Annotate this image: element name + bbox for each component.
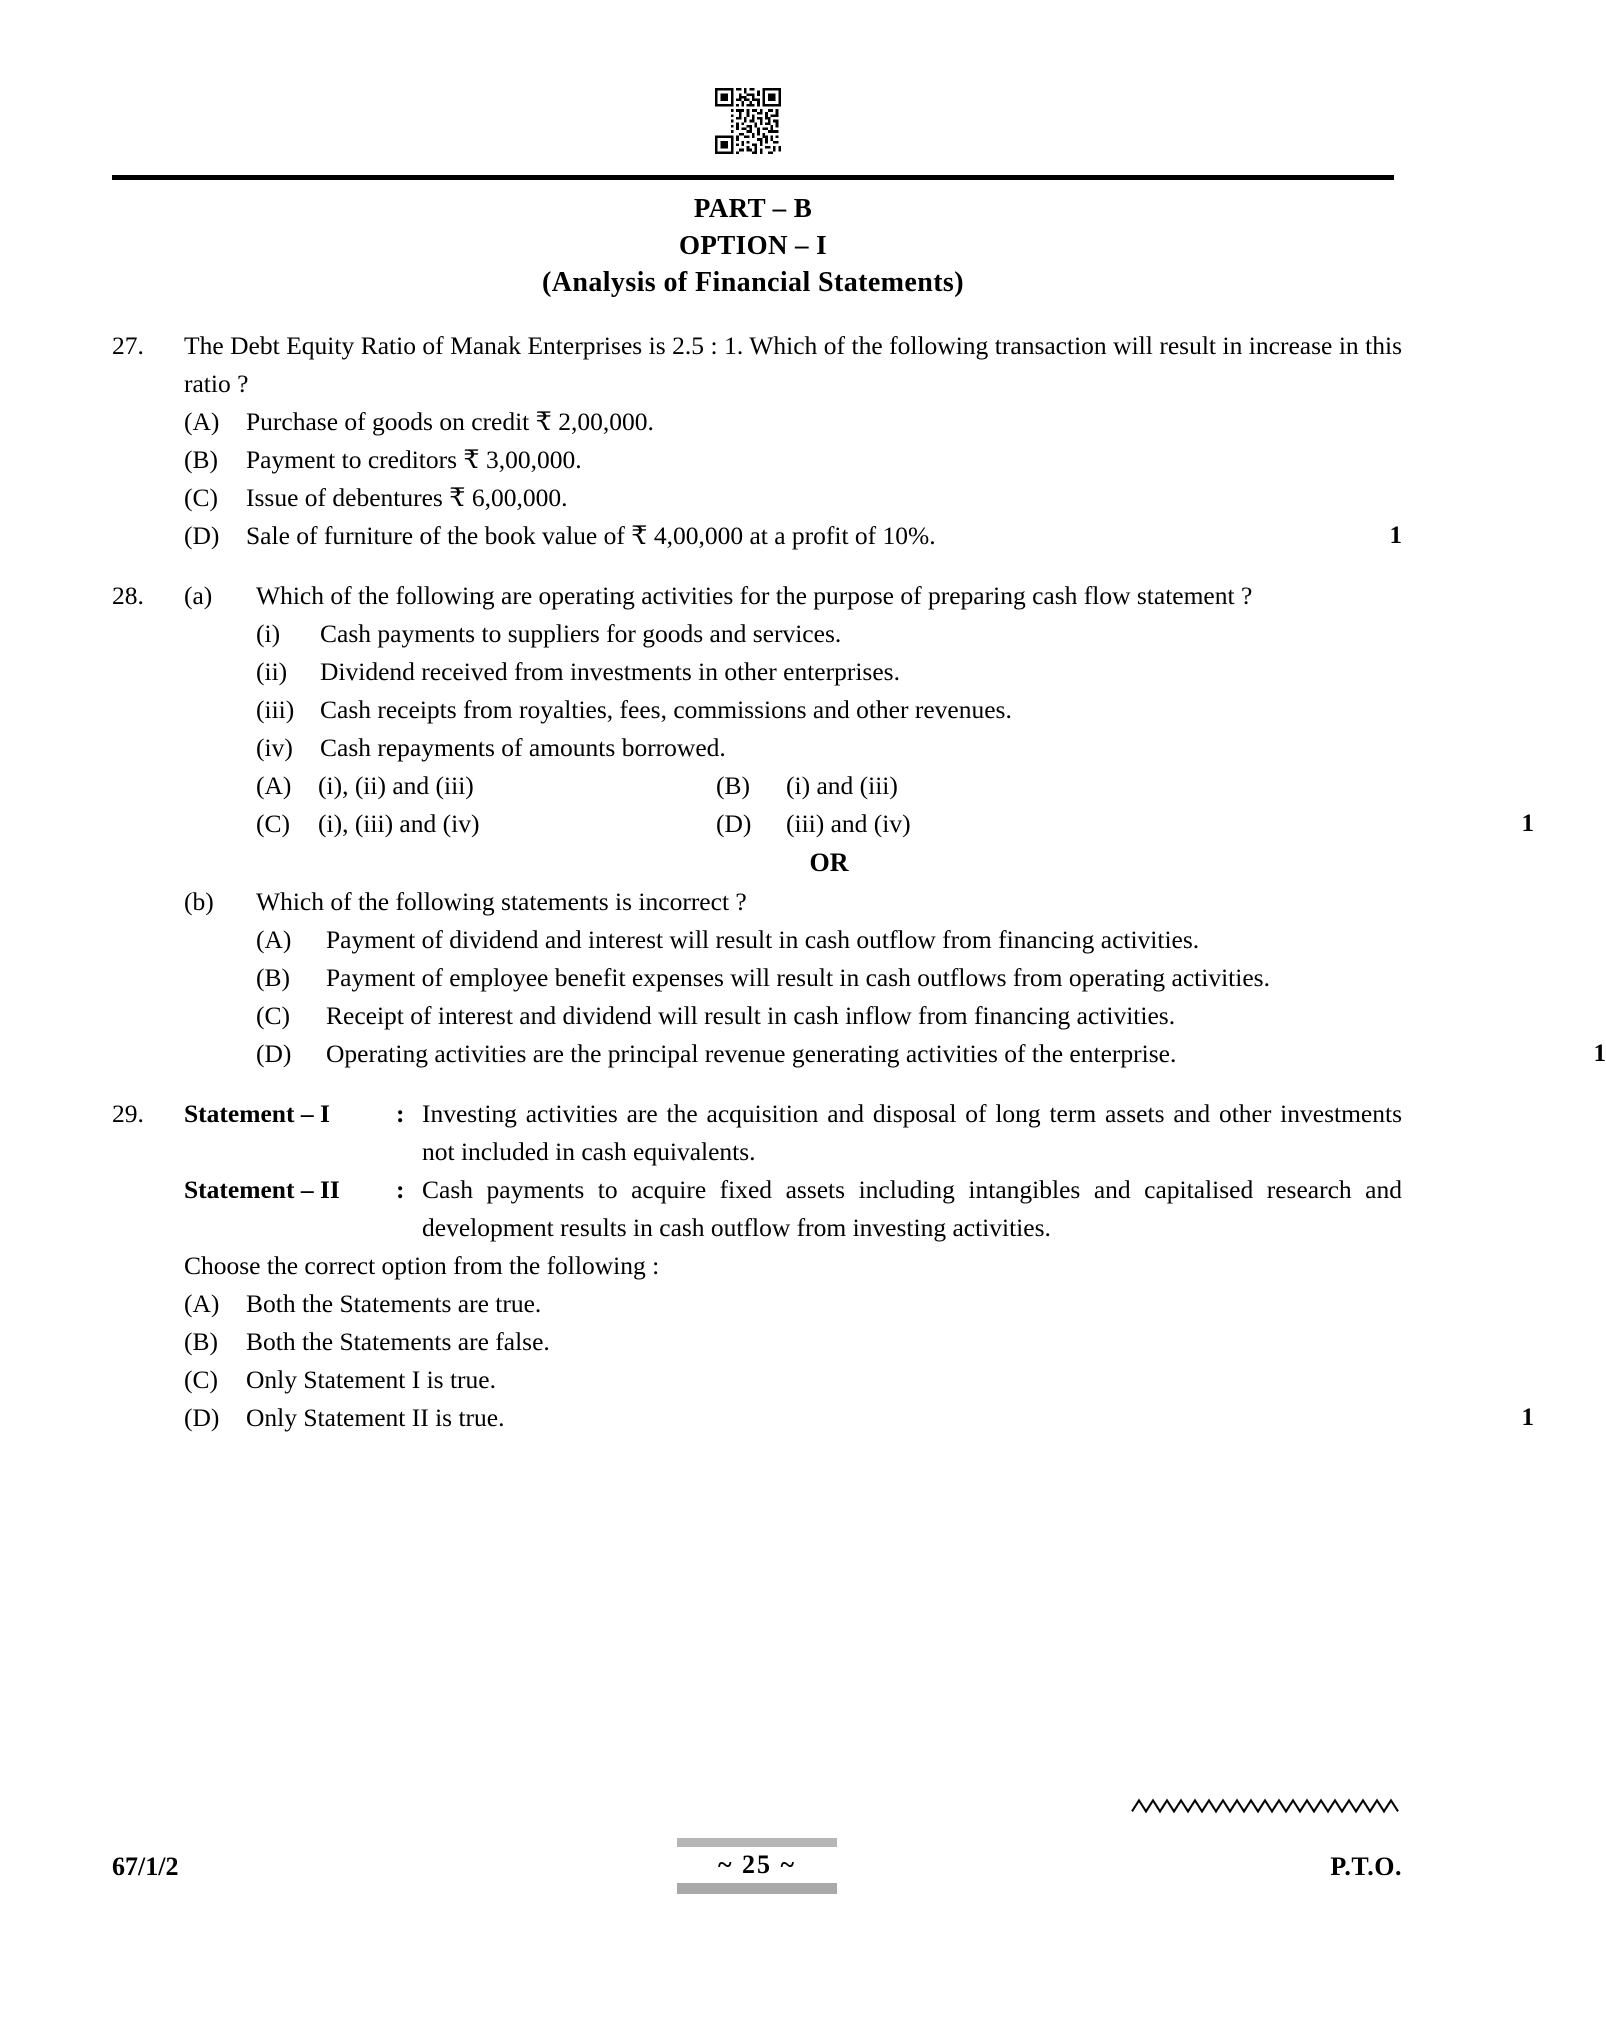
option-text: Payment of employee benefit expenses will result in cash outflows from operating activities. <box>326 963 1270 992</box>
page-number: ~ 25 ~ <box>717 1850 797 1879</box>
option-text: Operating activities are the principal revenue generating activities of the enterprise. <box>326 1039 1177 1068</box>
part-title: PART – B <box>693 193 813 223</box>
statement-2-label: Statement – II <box>184 1175 340 1204</box>
option-text: Only Statement II is true. <box>246 1403 505 1432</box>
statement-1-text: Investing activities are the acquisition and disposal of long term assets and other investments not included in cash equivalents. <box>422 1099 1402 1166</box>
item-label: (i) <box>256 619 281 648</box>
option-text: (iii) and (iv) <box>786 809 911 838</box>
option-text: (i) and (iii) <box>786 771 898 800</box>
option-text: Sale of furniture of the book value of ₹ 4,00,000 at a profit of 10%. <box>246 521 936 550</box>
option-row[interactable] <box>184 517 1402 555</box>
page-number-bar-top <box>677 1838 837 1847</box>
option-label: (D) <box>716 809 752 838</box>
item-text: Cash payments to suppliers for goods and services. <box>320 619 842 648</box>
choose-instruction: Choose the correct option from the following : <box>184 1251 660 1280</box>
page-number-bar-bottom <box>677 1883 837 1894</box>
option-text: Payment of dividend and interest will result in cash outflow from financing activities. <box>326 925 1200 954</box>
option-row[interactable] <box>716 767 1402 805</box>
item-label: (iii) <box>256 695 295 724</box>
option-row[interactable] <box>184 1399 1534 1437</box>
option-text: Purchase of goods on credit ₹ 2,00,000. <box>246 407 654 436</box>
pto-label: P.T.O. <box>1330 1852 1402 1881</box>
option-row[interactable] <box>256 921 1402 959</box>
section-title: (Analysis of Financial Statements) <box>542 267 964 298</box>
statement-2-text: Cash payments to acquire fixed assets including intangibles and capitalised research and development results in cash outflow from investing activities. <box>422 1175 1402 1242</box>
option-row[interactable] <box>184 441 1402 479</box>
item-text: Dividend received from investments in other enterprises. <box>320 657 900 686</box>
marks-28b: 1 <box>1593 1040 1606 1067</box>
marks-29: 1 <box>1521 1404 1534 1431</box>
option-row[interactable] <box>256 959 1402 997</box>
questions-container <box>112 327 1606 1437</box>
option-label: (A) <box>184 407 220 436</box>
option-row[interactable] <box>184 479 1402 517</box>
question-29 <box>112 1095 1534 1437</box>
option-row[interactable] <box>716 805 1402 843</box>
option-label: (D) <box>184 521 220 550</box>
statement-1 <box>184 1095 1402 1171</box>
option-row[interactable] <box>184 403 1402 441</box>
option-text: Payment to creditors ₹ 3,00,000. <box>246 445 582 474</box>
option-text: Both the Statements are false. <box>246 1327 550 1356</box>
list-item <box>256 729 1402 767</box>
statement-1-colon: : <box>396 1099 405 1128</box>
question-27-number: 27. <box>112 331 144 360</box>
option-row[interactable] <box>256 997 1402 1035</box>
option-label: (D) <box>256 1039 292 1068</box>
option-label: (C) <box>256 1001 290 1030</box>
statement-1-label: Statement – I <box>184 1099 330 1128</box>
item-text: Cash receipts from royalties, fees, commissions and other revenues. <box>320 695 1012 724</box>
item-label: (ii) <box>256 657 288 686</box>
option-label: (C) <box>184 483 218 512</box>
list-item <box>256 653 1402 691</box>
question-29-number: 29. <box>112 1099 144 1128</box>
marks-28a: 1 <box>1521 810 1534 837</box>
option-text: Both the Statements are true. <box>246 1289 542 1318</box>
question-27 <box>112 327 1402 555</box>
page-headings <box>112 190 1394 301</box>
option-text: Receipt of interest and dividend will result in cash inflow from financing activities. <box>326 1001 1176 1030</box>
item-label: (iv) <box>256 733 293 762</box>
question-27-stem: The Debt Equity Ratio of Manak Enterprises is 2.5 : 1. Which of the following transaction will result in increase in this ratio ? <box>184 331 1402 398</box>
question-28b-stem: Which of the following statements is incorrect ? <box>256 887 747 916</box>
question-28a-label: (a) <box>184 581 213 610</box>
statement-2 <box>184 1171 1402 1247</box>
option-title: OPTION – I <box>678 230 828 260</box>
option-row[interactable] <box>184 1323 1402 1361</box>
question-28a-stem: Which of the following are operating activities for the purpose of preparing cash flow statement ? <box>256 581 1253 610</box>
option-text: (i), (ii) and (iii) <box>318 771 474 800</box>
list-item <box>256 691 1402 729</box>
option-label: (A) <box>256 771 292 800</box>
header-divider <box>112 175 1394 180</box>
option-label: (C) <box>256 809 290 838</box>
list-item <box>256 615 1402 653</box>
question-28 <box>112 577 1606 1073</box>
qr-code <box>700 82 796 154</box>
option-row[interactable] <box>256 767 716 805</box>
item-text: Cash repayments of amounts borrowed. <box>320 733 726 762</box>
page-number-block <box>677 1838 837 1894</box>
option-label: (B) <box>184 445 218 474</box>
option-row[interactable] <box>184 1361 1402 1399</box>
paper-code: 67/1/2 <box>112 1852 179 1881</box>
option-row[interactable] <box>184 1285 1402 1323</box>
question-28-number: 28. <box>112 581 144 610</box>
option-label: (A) <box>256 925 292 954</box>
option-label: (B) <box>256 963 290 992</box>
option-row[interactable] <box>256 1035 1606 1073</box>
option-label: (A) <box>184 1289 220 1318</box>
option-label: (C) <box>184 1365 218 1394</box>
zigzag-decoration <box>1132 1796 1402 1818</box>
page-footer <box>112 1838 1402 1908</box>
option-text: (i), (iii) and (iv) <box>318 809 480 838</box>
option-label: (D) <box>184 1403 220 1432</box>
option-text: Only Statement I is true. <box>246 1365 496 1394</box>
option-label: (B) <box>716 771 750 800</box>
marks-27: 1 <box>1389 522 1402 549</box>
statement-2-colon: : <box>396 1175 405 1204</box>
question-28b-label: (b) <box>184 887 214 916</box>
option-text: Issue of debentures ₹ 6,00,000. <box>246 483 568 512</box>
option-row[interactable] <box>256 805 716 843</box>
option-label: (B) <box>184 1327 218 1356</box>
or-separator: OR <box>809 848 849 877</box>
